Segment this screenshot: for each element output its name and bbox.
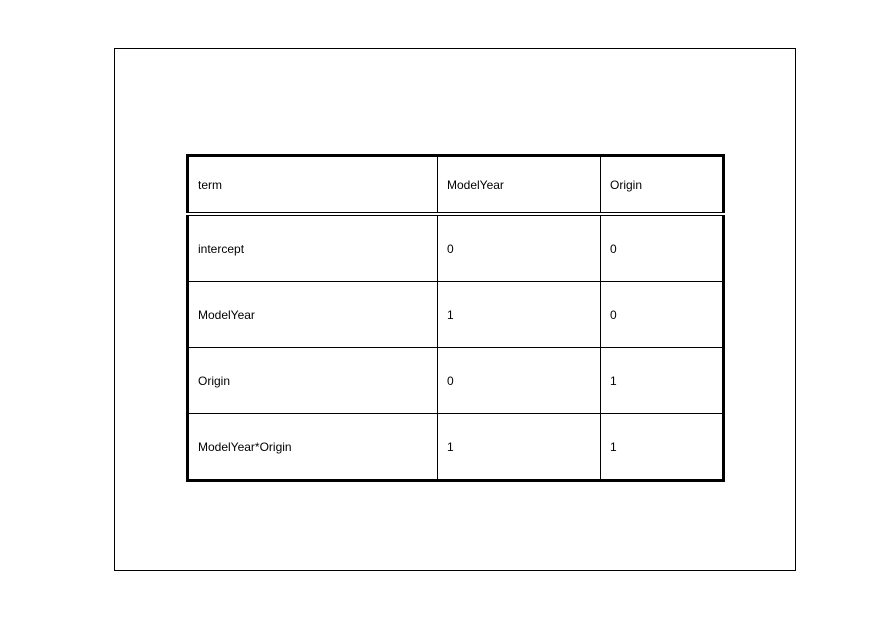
table-row: [188, 348, 724, 414]
cell-term: ModelYear: [188, 282, 438, 348]
cell-modelyear: 0: [438, 348, 601, 414]
cell-modelyear: 1: [438, 414, 601, 481]
table-row: [188, 414, 724, 481]
header-origin: Origin: [601, 156, 724, 215]
table-row: [188, 214, 724, 282]
cell-origin: 0: [601, 282, 724, 348]
cell-origin: 1: [601, 414, 724, 481]
header-row: [188, 156, 724, 215]
cell-origin: 1: [601, 348, 724, 414]
header-modelyear: ModelYear: [438, 156, 601, 215]
header-term: term: [188, 156, 438, 215]
cell-term: Origin: [188, 348, 438, 414]
table-row: [188, 282, 724, 348]
cell-modelyear: 1: [438, 282, 601, 348]
cell-term: ModelYear*Origin: [188, 414, 438, 481]
terms-table: [186, 154, 725, 482]
cell-origin: 0: [601, 214, 724, 282]
cell-modelyear: 0: [438, 214, 601, 282]
cell-term: intercept: [188, 214, 438, 282]
